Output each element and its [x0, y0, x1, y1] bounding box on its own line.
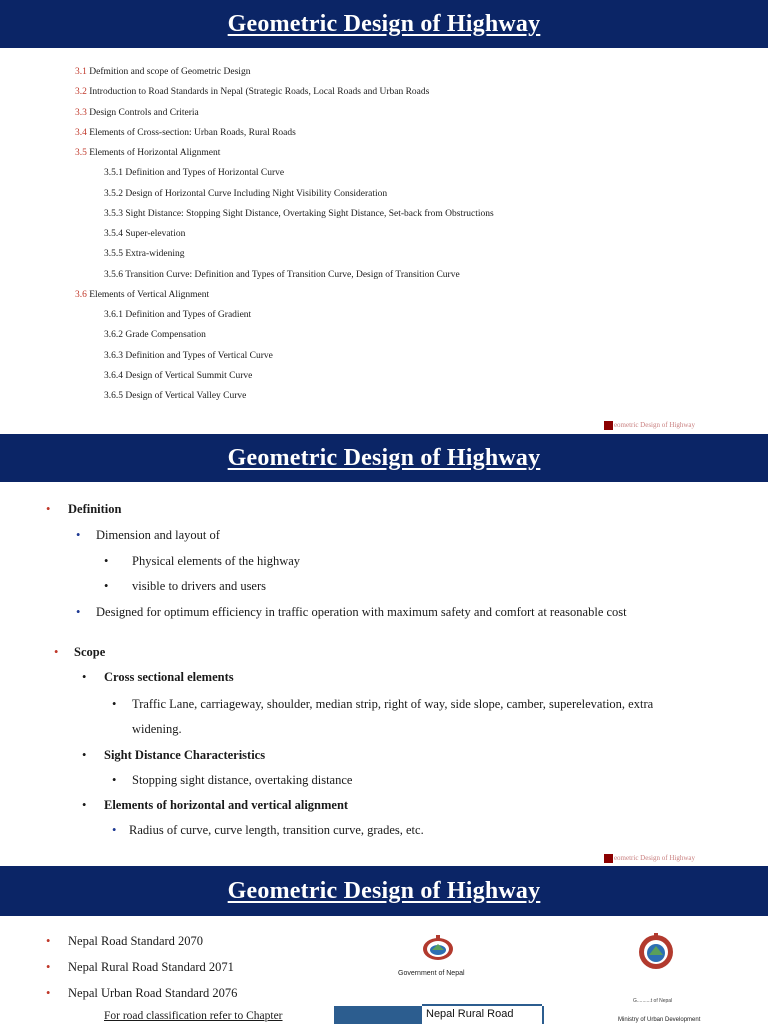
ministry-top-caption: G..........t of Nepal [633, 998, 673, 1004]
toc-item [75, 108, 199, 118]
toc-item-number: 3.6.4 [104, 370, 123, 381]
toc-item [104, 391, 246, 401]
toc-item-text: Introduction to Road Standards in Nepal (Strategic Roads, Local Roads and Urban Roads [86, 87, 430, 98]
bullet-definition: • Definition [46, 502, 122, 516]
ministry-emblem-icon [636, 932, 676, 970]
toc-item-number: 3.1 [75, 67, 87, 77]
bullet-visible: • visible to drivers and users [104, 579, 267, 593]
traffic-text-line-1: Traffic Lane, carriageway, shoulder, median strip, right of way, side slope, camber, superelevation, extra [132, 697, 654, 711]
toc-item-number: 3.6.1 [104, 310, 123, 320]
toc-item-text: Grade Compensation [123, 330, 206, 341]
elements-heading: Elements of horizontal and vertical alignment [104, 798, 349, 812]
toc-item [104, 310, 251, 320]
toc-item [104, 189, 387, 199]
toc-item-text: Super-elevation [123, 229, 186, 239]
toc-item-text: Design of Horizontal Curve Including Night Visibility Consideration [123, 188, 388, 199]
toc-item-number: 3.5.5 [104, 249, 123, 260]
toc-item-text: Design Controls and Criteria [86, 107, 199, 118]
visible-text: visible to drivers and users [132, 579, 267, 593]
standard-item: • Nepal Urban Road Standard 2076 [46, 986, 238, 1000]
toc-item-text: Elements of Cross-section: Urban Roads, Rural Roads [86, 127, 296, 138]
footer-marker-icon [604, 421, 613, 430]
toc-item-number: 3.4 [75, 127, 87, 138]
government-caption: Government of Nepal [398, 970, 465, 977]
ministry-caption: Ministry of Urban Development [618, 1017, 701, 1023]
toc-item-text: Transition Curve: Definition and Types of Transition Curve, Design of Transition Curve [123, 269, 460, 280]
toc-item-text: Definition and Types of Gradient [123, 310, 252, 320]
slide-1-title-banner [0, 0, 768, 48]
toc-item-text: Design of Vertical Valley Curve [123, 391, 247, 401]
toc-item [104, 168, 284, 178]
slide-2-footer-text: eometric Design of Highway [613, 854, 695, 863]
bullet-traffic: • Traffic Lane, carriageway, shoulder, median strip, right of way, side slope, camber, superelevation, extra [112, 697, 654, 711]
standard-item: • Nepal Road Standard 2070 [46, 934, 204, 948]
cross-heading: Cross sectional elements [104, 670, 234, 684]
toc-item-text: Defmition and scope of Geometric Design [86, 67, 251, 77]
designed-text: Designed for optimum efficiency in traffic operation with maximum safety and comfort at reasonable cost [96, 605, 627, 619]
slide-1 [0, 0, 768, 432]
toc-item-number: 3.3 [75, 107, 87, 118]
toc-item-number: 3.6.3 [104, 350, 123, 361]
dimension-text: Dimension and layout of [96, 528, 220, 542]
toc-item-number: 3.5.4 [104, 229, 123, 239]
toc-item-text: Design of Vertical Summit Curve [123, 370, 253, 381]
toc-item [104, 270, 460, 280]
bullet-designed: • Designed for optimum efficiency in traffic operation with maximum safety and comfort at reasonable cost [76, 605, 627, 619]
toc-item [75, 67, 250, 77]
toc-item-text: Elements of Horizontal Alignment [86, 148, 221, 158]
bullet-cross: • Cross sectional elements [82, 670, 234, 684]
bullet-radius: • Radius of curve, curve length, transition curve, grades, etc. [112, 823, 424, 837]
standard-2070: Nepal Road Standard 2070 [68, 934, 204, 948]
slide-3-title-banner [0, 866, 768, 916]
toc-item [104, 351, 273, 361]
toc-item-text: Sight Distance: Stopping Sight Distance, Overtaking Sight Distance, Set-back from Obstructions [123, 208, 494, 219]
toc-item-number: 3.2 [75, 87, 87, 98]
toc-item-number: 3.5.3 [104, 208, 123, 219]
slide-2-footer [604, 854, 695, 863]
radius-text: Radius of curve, curve length, transition curve, grades, etc. [129, 823, 424, 837]
bullet-scope: • Scope [54, 645, 106, 659]
toc-item-text: Extra-widening [123, 249, 185, 260]
slide-2-title-banner [0, 434, 768, 482]
physical-text: Physical elements of the highway [132, 554, 301, 568]
toc-item [75, 290, 209, 300]
slide-1-footer [604, 421, 695, 430]
toc-item-text: Definition and Types of Vertical Curve [123, 350, 273, 361]
toc-item [104, 249, 184, 259]
bullet-elements: • Elements of horizontal and vertical alignment [82, 798, 349, 812]
sight-heading: Sight Distance Characteristics [104, 748, 266, 762]
road-classification-link[interactable]: For road classification refer to Chapter [104, 1010, 283, 1022]
slide-2-title: Geometric Design of Highway [227, 444, 541, 471]
nepal-emblem-icon [420, 932, 456, 962]
stopping-text: Stopping sight distance, overtaking distance [132, 773, 353, 787]
footer-marker-icon [604, 854, 613, 863]
slide-1-title: Geometric Design of Highway [227, 10, 541, 37]
scope-heading: Scope [74, 645, 106, 659]
slide-1-footer-text: eometric Design of Highway [613, 421, 695, 430]
document-cover-title: Nepal Rural Road [422, 1004, 542, 1024]
toc-item [104, 371, 252, 381]
slide-2 [0, 434, 768, 864]
toc-item-number: 3.6.5 [104, 391, 123, 401]
bullet-stopping: • Stopping sight distance, overtaking distance [112, 773, 353, 787]
standard-2071: Nepal Rural Road Standard 2071 [68, 960, 234, 974]
bullet-physical: • Physical elements of the highway [104, 554, 301, 568]
toc-item-number: 3.5 [75, 148, 87, 158]
toc-item-number: 3.6.2 [104, 330, 123, 341]
toc-item [75, 128, 296, 138]
bullet-sight: • Sight Distance Characteristics [82, 748, 266, 762]
toc-item-number: 3.5.6 [104, 269, 123, 280]
toc-item [104, 229, 185, 239]
standard-2076: Nepal Urban Road Standard 2076 [68, 986, 238, 1000]
standard-item: • Nepal Rural Road Standard 2071 [46, 960, 234, 974]
slide-3 [0, 866, 768, 1024]
toc-item [104, 209, 494, 219]
toc-item [75, 148, 220, 158]
definition-heading: Definition [68, 502, 122, 516]
toc-item-number: 3.5.2 [104, 188, 123, 199]
slide-3-title: Geometric Design of Highway [227, 877, 541, 904]
toc-item-number: 3.6 [75, 289, 87, 300]
traffic-text-line-2: widening. [132, 722, 182, 736]
toc-item [75, 87, 429, 97]
toc-item-text: Definition and Types of Horizontal Curve [123, 168, 285, 179]
toc-item-text: Elements of Vertical Alignment [86, 289, 210, 300]
toc-item [104, 330, 206, 340]
bullet-dimension: • Dimension and layout of [76, 528, 220, 542]
toc-item-number: 3.5.1 [104, 168, 123, 179]
